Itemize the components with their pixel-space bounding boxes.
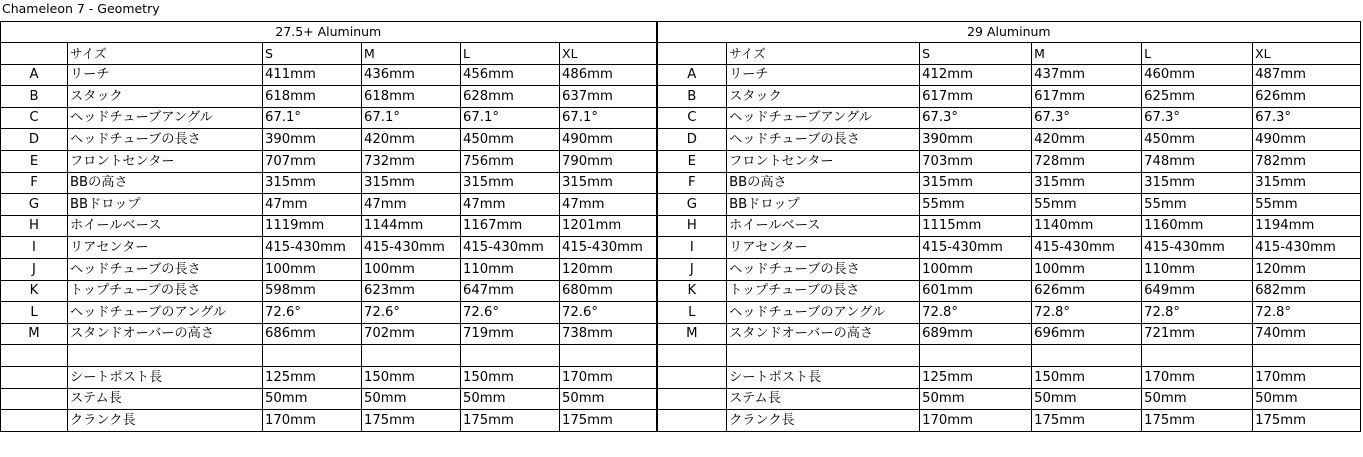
table-cell-dimension-letter [1, 345, 68, 367]
table-cell-dimension-name: ヘッドチューブアングル [68, 107, 263, 129]
table-cell-dimension-name: BBドロップ [68, 194, 263, 216]
table-cell-size-m: 150mm [362, 366, 461, 388]
table-cell-dimension-letter: B [657, 86, 727, 108]
table-cell-size-m: 618mm [362, 86, 461, 108]
table-cell-size-m: 1144mm [362, 215, 461, 237]
table-body [1, 22, 1361, 432]
table-cell-size-l: 460mm [1142, 64, 1253, 86]
table-cell-size-xl: 490mm [1253, 129, 1361, 151]
table-cell-size-xl: 680mm [560, 280, 657, 302]
table-cell-dimension-letter: C [657, 107, 727, 129]
column-header-size-xl: XL [560, 43, 657, 65]
table-cell-size-s: 390mm [263, 129, 362, 151]
table-row [1, 323, 1361, 345]
table-cell-size-xl: 120mm [560, 258, 657, 280]
table-cell-size-l: 175mm [461, 410, 560, 432]
table-cell-size-m: 415-430mm [362, 237, 461, 259]
table-cell-size-xl: 486mm [560, 64, 657, 86]
table-cell-size-xl: 1194mm [1253, 215, 1361, 237]
table-cell-dimension-name: BBの高さ [68, 172, 263, 194]
table-cell-size-s: 598mm [263, 280, 362, 302]
table-cell-size-l: 625mm [1142, 86, 1253, 108]
table-cell-size-l: 649mm [1142, 280, 1253, 302]
table-cell-size-m: 67.3° [1032, 107, 1142, 129]
table-cell-size-l: 50mm [1142, 388, 1253, 410]
table-cell-size-s: 601mm [920, 280, 1032, 302]
section-title-29-aluminum: 29 Aluminum [657, 22, 1361, 43]
table-cell-size-m: 55mm [1032, 194, 1142, 216]
table-cell-size-s: 689mm [920, 323, 1032, 345]
table-cell-dimension-letter: A [1, 64, 68, 86]
table-cell-size-l: 756mm [461, 150, 560, 172]
table-cell-dimension-letter: B [1, 86, 68, 108]
table-cell-dimension-name: BBの高さ [727, 172, 920, 194]
table-cell-size-l: 72.6° [461, 302, 560, 324]
column-header-size-s: S [920, 43, 1032, 65]
table-cell-size-s: 170mm [920, 410, 1032, 432]
table-row [1, 129, 1361, 151]
column-header-size-m: M [362, 43, 461, 65]
table-cell-dimension-letter [657, 388, 727, 410]
table-cell-size-xl: 170mm [1253, 366, 1361, 388]
table-row [1, 194, 1361, 216]
table-cell-size-l [1142, 345, 1253, 367]
table-row [1, 215, 1361, 237]
table-row [1, 302, 1361, 324]
table-cell-dimension-letter: H [1, 215, 68, 237]
table-cell-size-s: 1119mm [263, 215, 362, 237]
column-header-size-m: M [1032, 43, 1142, 65]
table-cell-size-l: 719mm [461, 323, 560, 345]
table-cell-dimension-letter: C [1, 107, 68, 129]
table-cell-size-xl: 415-430mm [560, 237, 657, 259]
table-cell-dimension-letter: A [657, 64, 727, 86]
table-cell-size-xl: 415-430mm [1253, 237, 1361, 259]
table-cell-size-xl: 170mm [560, 366, 657, 388]
table-cell-size-s: 390mm [920, 129, 1032, 151]
table-row [1, 258, 1361, 280]
table-cell-size-m [362, 345, 461, 367]
table-cell-size-xl: 740mm [1253, 323, 1361, 345]
table-cell-dimension-letter: M [1, 323, 68, 345]
table-cell-dimension-letter [1, 388, 68, 410]
table-cell-size-xl: 682mm [1253, 280, 1361, 302]
table-cell-dimension-name: ヘッドチューブの長さ [68, 258, 263, 280]
table-cell-dimension-name: トップチューブの長さ [68, 280, 263, 302]
table-cell-dimension-letter: J [1, 258, 68, 280]
table-cell-dimension-name: リーチ [68, 64, 263, 86]
table-cell-size-s: 617mm [920, 86, 1032, 108]
table-cell-size-s: 415-430mm [920, 237, 1032, 259]
table-cell-dimension-letter: E [657, 150, 727, 172]
table-cell-dimension-name: シートポスト長 [727, 366, 920, 388]
table-cell-size-s: 415-430mm [263, 237, 362, 259]
table-cell-size-m: 420mm [362, 129, 461, 151]
table-cell-size-m: 72.8° [1032, 302, 1142, 324]
table-cell-size-xl: 1201mm [560, 215, 657, 237]
table-cell-size-m: 728mm [1032, 150, 1142, 172]
table-cell-dimension-letter [1, 410, 68, 432]
table-cell-size-xl: 490mm [560, 129, 657, 151]
table-cell-size-xl: 72.8° [1253, 302, 1361, 324]
table-cell-size-xl: 55mm [1253, 194, 1361, 216]
table-cell-size-l: 47mm [461, 194, 560, 216]
table-cell-size-s: 412mm [920, 64, 1032, 86]
column-header-size-xl: XL [1253, 43, 1361, 65]
table-cell-dimension-name: トップチューブの長さ [727, 280, 920, 302]
table-cell-size-m: 175mm [362, 410, 461, 432]
table-cell-size-xl [560, 345, 657, 367]
table-cell-dimension-letter [657, 410, 727, 432]
table-cell-dimension-letter [657, 345, 727, 367]
table-cell-size-xl: 72.6° [560, 302, 657, 324]
table-cell-size-l: 110mm [1142, 258, 1253, 280]
section-title-27-5-plus-aluminum: 27.5+ Aluminum [1, 22, 657, 43]
table-cell-size-xl: 790mm [560, 150, 657, 172]
table-cell-size-m: 696mm [1032, 323, 1142, 345]
column-header-size-s: S [263, 43, 362, 65]
table-cell-dimension-letter [657, 366, 727, 388]
table-cell-size-m: 626mm [1032, 280, 1142, 302]
table-cell-size-xl: 67.3° [1253, 107, 1361, 129]
table-cell-dimension-name: リアセンター [727, 237, 920, 259]
table-cell-size-m: 315mm [1032, 172, 1142, 194]
table-cell-dimension-letter: F [657, 172, 727, 194]
table-cell-size-s: 47mm [263, 194, 362, 216]
table-cell-size-l: 72.8° [1142, 302, 1253, 324]
table-cell-size-s: 67.1° [263, 107, 362, 129]
table-cell-dimension-name: フロントセンター [68, 150, 263, 172]
table-cell-size-xl: 487mm [1253, 64, 1361, 86]
table-cell-size-m: 436mm [362, 64, 461, 86]
geometry-table [0, 21, 1361, 432]
table-cell-size-m: 623mm [362, 280, 461, 302]
table-cell-size-s: 50mm [920, 388, 1032, 410]
table-cell-dimension-name: フロントセンター [727, 150, 920, 172]
table-cell-dimension-letter: M [657, 323, 727, 345]
table-cell-size-s: 315mm [263, 172, 362, 194]
table-cell-dimension-name: BBドロップ [727, 194, 920, 216]
table-cell-size-m: 315mm [362, 172, 461, 194]
table-cell-size-m: 100mm [1032, 258, 1142, 280]
table-cell-size-m: 702mm [362, 323, 461, 345]
column-header-dimension-letter [1, 43, 68, 65]
table-cell-dimension-name: スタンドオーバーの高さ [68, 323, 263, 345]
table-cell-size-m: 617mm [1032, 86, 1142, 108]
table-cell-size-s [920, 345, 1032, 367]
table-cell-size-xl: 175mm [1253, 410, 1361, 432]
table-cell-size-l: 721mm [1142, 323, 1253, 345]
table-cell-dimension-name: ヘッドチューブの長さ [68, 129, 263, 151]
table-row [1, 86, 1361, 108]
section-header-row [1, 22, 1361, 43]
table-row [1, 237, 1361, 259]
table-cell-size-l: 150mm [461, 366, 560, 388]
table-cell-dimension-name: ホイールベース [68, 215, 263, 237]
table-cell-size-l: 55mm [1142, 194, 1253, 216]
table-row [1, 64, 1361, 86]
table-row [1, 345, 1361, 367]
table-cell-dimension-letter: K [1, 280, 68, 302]
table-cell-size-s: 100mm [920, 258, 1032, 280]
table-cell-size-s: 707mm [263, 150, 362, 172]
table-row [1, 366, 1361, 388]
table-row [1, 280, 1361, 302]
table-cell-dimension-name: スタック [68, 86, 263, 108]
table-cell-size-s: 703mm [920, 150, 1032, 172]
table-cell-size-xl: 626mm [1253, 86, 1361, 108]
table-cell-dimension-letter: J [657, 258, 727, 280]
table-cell-size-m: 47mm [362, 194, 461, 216]
table-cell-size-l: 1167mm [461, 215, 560, 237]
table-row [1, 172, 1361, 194]
table-cell-size-s: 55mm [920, 194, 1032, 216]
table-cell-size-l: 450mm [461, 129, 560, 151]
table-cell-dimension-name: ヘッドチューブのアングル [68, 302, 263, 324]
column-header-size-l: L [461, 43, 560, 65]
table-cell-size-xl: 782mm [1253, 150, 1361, 172]
table-cell-size-l: 748mm [1142, 150, 1253, 172]
table-cell-dimension-name: クランク長 [727, 410, 920, 432]
table-row [1, 150, 1361, 172]
table-cell-size-l: 1160mm [1142, 215, 1253, 237]
table-cell-size-l: 315mm [461, 172, 560, 194]
table-cell-dimension-name: ホイールベース [727, 215, 920, 237]
table-cell-size-l: 647mm [461, 280, 560, 302]
table-cell-size-s: 72.6° [263, 302, 362, 324]
table-row [1, 107, 1361, 129]
table-cell-dimension-letter: H [657, 215, 727, 237]
table-cell-dimension-name: ステム長 [68, 388, 263, 410]
table-cell-dimension-name: スタック [727, 86, 920, 108]
table-cell-size-xl: 315mm [1253, 172, 1361, 194]
table-cell-size-xl: 47mm [560, 194, 657, 216]
table-cell-dimension-letter: D [657, 129, 727, 151]
table-cell-size-l: 415-430mm [1142, 237, 1253, 259]
table-cell-dimension-name [68, 345, 263, 367]
table-cell-size-s [263, 345, 362, 367]
table-cell-dimension-name [727, 345, 920, 367]
table-cell-dimension-name: ステム長 [727, 388, 920, 410]
table-cell-size-m: 175mm [1032, 410, 1142, 432]
table-cell-size-m: 50mm [362, 388, 461, 410]
table-cell-dimension-name: ヘッドチューブのアングル [727, 302, 920, 324]
table-cell-size-l: 628mm [461, 86, 560, 108]
table-cell-size-s: 72.8° [920, 302, 1032, 324]
table-cell-size-xl: 67.1° [560, 107, 657, 129]
table-cell-size-xl: 738mm [560, 323, 657, 345]
table-cell-dimension-letter [1, 366, 68, 388]
table-cell-dimension-letter: I [1, 237, 68, 259]
table-cell-dimension-letter: D [1, 129, 68, 151]
table-cell-dimension-letter: G [657, 194, 727, 216]
table-cell-size-l: 450mm [1142, 129, 1253, 151]
table-cell-size-s: 618mm [263, 86, 362, 108]
table-cell-dimension-name: クランク長 [68, 410, 263, 432]
table-cell-size-l: 170mm [1142, 366, 1253, 388]
table-row [1, 410, 1361, 432]
table-cell-size-xl: 50mm [1253, 388, 1361, 410]
table-cell-size-m: 415-430mm [1032, 237, 1142, 259]
table-cell-size-xl: 315mm [560, 172, 657, 194]
table-cell-size-s: 411mm [263, 64, 362, 86]
table-cell-dimension-letter: K [657, 280, 727, 302]
column-header-dimension-name: サイズ [727, 43, 920, 65]
table-cell-size-xl: 50mm [560, 388, 657, 410]
table-cell-size-m: 732mm [362, 150, 461, 172]
table-cell-size-l [461, 345, 560, 367]
table-cell-dimension-name: リアセンター [68, 237, 263, 259]
table-cell-size-xl: 175mm [560, 410, 657, 432]
table-cell-size-s: 1115mm [920, 215, 1032, 237]
table-cell-size-m: 50mm [1032, 388, 1142, 410]
table-cell-size-m: 100mm [362, 258, 461, 280]
column-header-row [1, 43, 1361, 65]
table-cell-dimension-name: ヘッドチューブの長さ [727, 258, 920, 280]
table-cell-dimension-letter: I [657, 237, 727, 259]
table-cell-size-s: 315mm [920, 172, 1032, 194]
table-cell-size-xl: 637mm [560, 86, 657, 108]
table-cell-size-l: 456mm [461, 64, 560, 86]
column-header-dimension-name: サイズ [68, 43, 263, 65]
column-header-size-l: L [1142, 43, 1253, 65]
table-cell-dimension-name: ヘッドチューブアングル [727, 107, 920, 129]
page-title: Chameleon 7 - Geometry [2, 1, 160, 16]
table-cell-size-l: 110mm [461, 258, 560, 280]
table-row [1, 388, 1361, 410]
table-cell-size-s: 686mm [263, 323, 362, 345]
table-cell-dimension-letter: F [1, 172, 68, 194]
table-cell-dimension-letter: E [1, 150, 68, 172]
table-cell-size-s: 125mm [263, 366, 362, 388]
table-cell-size-m: 67.1° [362, 107, 461, 129]
table-cell-dimension-letter: G [1, 194, 68, 216]
table-cell-size-s: 50mm [263, 388, 362, 410]
table-cell-size-s: 100mm [263, 258, 362, 280]
table-cell-dimension-name: ヘッドチューブの長さ [727, 129, 920, 151]
table-cell-size-m: 1140mm [1032, 215, 1142, 237]
table-cell-dimension-name: リーチ [727, 64, 920, 86]
table-cell-size-xl: 120mm [1253, 258, 1361, 280]
table-cell-size-s: 67.3° [920, 107, 1032, 129]
table-cell-dimension-letter: L [657, 302, 727, 324]
table-cell-size-m: 150mm [1032, 366, 1142, 388]
table-cell-size-s: 125mm [920, 366, 1032, 388]
table-cell-dimension-name: シートポスト長 [68, 366, 263, 388]
table-cell-dimension-letter: L [1, 302, 68, 324]
column-header-dimension-letter [657, 43, 727, 65]
table-cell-size-m: 420mm [1032, 129, 1142, 151]
table-cell-size-m: 437mm [1032, 64, 1142, 86]
table-cell-size-l: 50mm [461, 388, 560, 410]
table-cell-size-l: 315mm [1142, 172, 1253, 194]
table-cell-size-l: 175mm [1142, 410, 1253, 432]
table-cell-dimension-name: スタンドオーバーの高さ [727, 323, 920, 345]
table-cell-size-m [1032, 345, 1142, 367]
table-cell-size-l: 415-430mm [461, 237, 560, 259]
table-cell-size-s: 170mm [263, 410, 362, 432]
table-cell-size-l: 67.3° [1142, 107, 1253, 129]
table-cell-size-xl [1253, 345, 1361, 367]
table-cell-size-l: 67.1° [461, 107, 560, 129]
table-cell-size-m: 72.6° [362, 302, 461, 324]
